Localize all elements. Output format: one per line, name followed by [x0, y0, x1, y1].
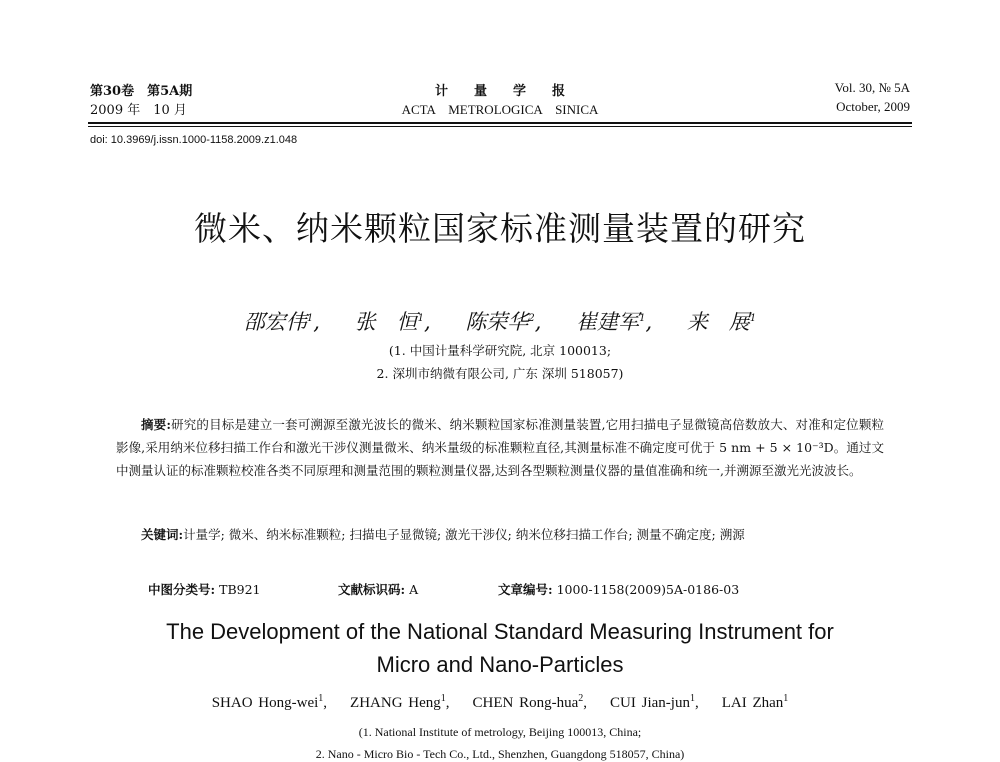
- clc-label: 中图分类号:: [148, 582, 216, 597]
- doi: doi: 10.3969/j.issn.1000-1158.2009.z1.048: [90, 134, 298, 146]
- paper-title-en-line1: The Development of the National Standard Measuring Instrument for: [166, 619, 834, 644]
- journal-volume-en: Vol. 30, № 5A: [834, 80, 910, 95]
- affiliation-cn-1: (1. 中国计量科学研究院, 北京 100013;: [388, 343, 612, 358]
- author-cn: 邵宏伟$^1$: [243, 310, 314, 334]
- keywords-label: 关键词:: [141, 527, 184, 542]
- affiliation-en-2: 2. Nano - Micro Bio - Tech Co., Ltd., Shenzhen, Guangdong 518057, China): [315, 747, 685, 761]
- classification-line: [148, 580, 739, 598]
- doc-code-label: 文献标识码:: [338, 582, 406, 597]
- abstract-label: 摘要:: [141, 417, 171, 432]
- abstract-text: 研究的目标是建立一套可溯源至激光波长的微米、纳米颗粒国家标准测量装置,它用扫描电子显微镜高倍数放大、对准和定位颗粒影像,采用纳米位移扫描工作台和激光干涉仪测量微米、纳米量级的标准颗粒直径,其测量标准不确定度可优于 5 nm + 5 × 10⁻³D。通过文中测量认证的标准颗粒校准各类不同原理和测量范围的颗粒测量仪器,达到各型颗粒测量仪器的量值准确和统一,并溯源至激光光波波长。: [116, 417, 884, 478]
- journal-title-en: ACTA METROLOGICA SINICA: [401, 102, 599, 117]
- journal-date-en: October, 2009: [836, 99, 910, 114]
- doc-code-value: A: [409, 582, 419, 597]
- author-en: SHAO Hong-wei$^1$: [211, 693, 324, 711]
- author-en: CUI Jian-jun$^1$: [610, 693, 695, 711]
- author-cn: 陈荣华$^2$: [465, 310, 535, 334]
- journal-title-cn: 计 量 学 报: [434, 84, 565, 99]
- paper-title-en: [0, 615, 1000, 681]
- affiliation-cn-2: 2. 深圳市纳微有限公司, 广东 深圳 518057): [376, 366, 624, 381]
- journal-date-cn: 2009 年 10 月: [90, 103, 187, 118]
- authors-cn: 邵宏伟$^1$, 张 恒$^1$, 陈荣华$^2$, 崔建军$^1$, 来 展$^1$: [243, 310, 757, 334]
- header-rule-thin: [88, 126, 912, 127]
- author-cn: 张 恒$^1$: [354, 310, 424, 334]
- author-en: CHEN Rong-hua$^2$: [472, 693, 584, 711]
- article-number-value: 1000-1158(2009)5A-0186-03: [556, 582, 740, 597]
- author-cn: 来 展$^1$: [686, 310, 757, 334]
- author-en: ZHANG Heng$^1$: [350, 693, 446, 711]
- affiliation-en-1: (1. National Institute of metrology, Beijing 100013, China;: [358, 725, 642, 739]
- paper-title-cn: 微米、纳米颗粒国家标准测量装置的研究: [194, 209, 806, 248]
- paper-title-en-line2: Micro and Nano-Particles: [376, 652, 624, 677]
- authors-en: SHAO Hong-wei$^1$, ZHANG Heng$^1$, CHEN Rong-hua$^2$, CUI Jian-jun$^1$, LAI Zhan$^1$: [211, 693, 789, 711]
- author-en: LAI Zhan$^1$: [721, 693, 789, 711]
- header-rule-thick: [88, 122, 912, 124]
- keywords: [116, 523, 884, 546]
- abstract: [116, 413, 884, 482]
- article-number-label: 文章编号:: [498, 582, 553, 597]
- keywords-text: 计量学; 微米、纳米标准颗粒; 扫描电子显微镜; 激光干涉仪; 纳米位移扫描工作台; 测量不确定度; 溯源: [183, 527, 745, 542]
- clc-value: TB921: [219, 582, 261, 597]
- journal-volume-issue: 第30卷 第5A期: [90, 84, 193, 99]
- author-cn: 崔建军$^1$: [576, 310, 646, 334]
